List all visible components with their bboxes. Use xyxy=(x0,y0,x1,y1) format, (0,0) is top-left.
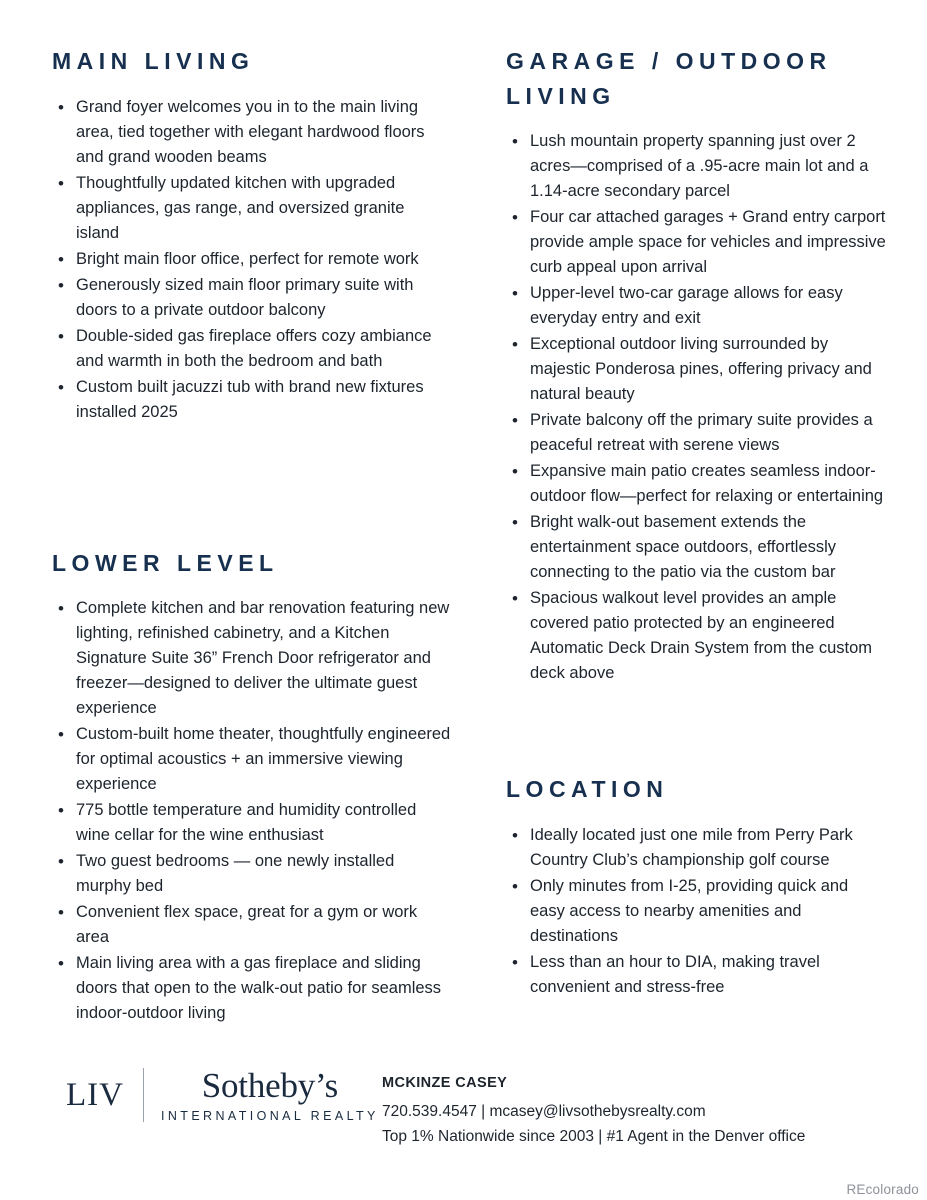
list-item: • Thoughtfully updated kitchen with upgraded appliances, gas range, and oversized granite island xyxy=(52,171,452,246)
footer xyxy=(0,1050,927,1200)
list-item: • Generously sized main floor primary suite with doors to a private outdoor balcony xyxy=(52,273,452,323)
international-realty-text: INTERNATIONAL REALTY xyxy=(160,1108,379,1123)
section-garage-outdoor-living xyxy=(506,44,887,686)
brand-logo xyxy=(66,1068,379,1123)
sothebys-wordmark: Sotheby’s xyxy=(201,1066,339,1105)
bullet-list-garage-outdoor-living xyxy=(506,129,887,686)
agent-name: MCKINZE CASEY xyxy=(382,1075,508,1091)
list-item: • Expansive main patio creates seamless indoor-outdoor flow—perfect for relaxing or entertaining xyxy=(506,459,887,509)
left-column xyxy=(0,44,470,1027)
column-spacer xyxy=(52,426,452,546)
list-item: • Spacious walkout level provides an ample covered patio protected by an engineered Automatic Deck Drain System from the custom deck above xyxy=(506,586,887,686)
list-item: • Upper-level two-car garage allows for easy everyday entry and exit xyxy=(506,281,887,331)
list-item: • 775 bottle temperature and humidity controlled wine cellar for the wine enthusiast xyxy=(52,798,452,848)
list-item: • Custom-built home theater, thoughtfully engineered for optimal acoustics + an immersive viewing experience xyxy=(52,722,452,797)
list-item: • Custom built jacuzzi tub with brand new fixtures installed 2025 xyxy=(52,375,452,425)
list-item: • Four car attached garages + Grand entry carport provide ample space for vehicles and impressive curb appeal upon arrival xyxy=(506,205,887,280)
list-item: • Convenient flex space, great for a gym or work area xyxy=(52,900,452,950)
sothebys-lockup xyxy=(161,1068,379,1123)
logo-divider xyxy=(143,1068,144,1122)
list-item: • Lush mountain property spanning just over 2 acres—comprised of a .95-acre main lot and a 1.14-acre secondary parcel xyxy=(506,129,887,204)
section-title-main-living: MAIN LIVING xyxy=(52,48,255,74)
list-item: • Bright main floor office, perfect for remote work xyxy=(52,247,452,272)
section-location xyxy=(506,772,887,1000)
right-column xyxy=(470,44,927,1001)
section-title-garage-outdoor-living: GARAGE / OUTDOOR LIVING xyxy=(506,48,832,109)
bullet-list-location xyxy=(506,823,887,1000)
list-item: • Less than an hour to DIA, making travel convenient and stress-free xyxy=(506,950,887,1000)
list-item: • Ideally located just one mile from Perry Park Country Club’s championship golf course xyxy=(506,823,887,873)
agent-contact-line: 720.539.4547 | mcasey@livsothebysrealty.com xyxy=(382,1103,706,1120)
recolorado-watermark: REcolorado xyxy=(846,1182,919,1197)
list-item: • Only minutes from I-25, providing quick and easy access to nearby amenities and destinations xyxy=(506,874,887,949)
list-item: • Bright walk-out basement extends the entertainment space outdoors, effortlessly connecting to the patio via the custom bar xyxy=(506,510,887,585)
list-item: • Exceptional outdoor living surrounded by majestic Ponderosa pines, offering privacy and natural beauty xyxy=(506,332,887,407)
liv-wordmark: LIV xyxy=(66,1076,124,1113)
list-item: • Complete kitchen and bar renovation featuring new lighting, refinished cabinetry, and a Kitchen Signature Suite 36” French Door refrigerator and freezer—designed to deliver the ultimate guest experience xyxy=(52,596,452,721)
section-lower-level xyxy=(52,546,452,1027)
section-main-living xyxy=(52,44,452,425)
list-item: • Main living area with a gas fireplace and sliding doors that open to the walk-out patio for seamless indoor-outdoor living xyxy=(52,951,452,1026)
content-columns xyxy=(0,44,927,1027)
agent-credentials-line: Top 1% Nationwide since 2003 | #1 Agent in the Denver office xyxy=(382,1128,806,1145)
list-item: • Private balcony off the primary suite provides a peaceful retreat with serene views xyxy=(506,408,887,458)
list-item: • Grand foyer welcomes you in to the main living area, tied together with elegant hardwood floors and grand wooden beams xyxy=(52,95,452,170)
list-item: • Double-sided gas fireplace offers cozy ambiance and warmth in both the bedroom and bath xyxy=(52,324,452,374)
bullet-list-main-living xyxy=(52,95,452,425)
agent-contact-block xyxy=(382,1075,805,1149)
section-title-location: LOCATION xyxy=(506,776,669,802)
column-spacer xyxy=(506,687,887,772)
section-title-lower-level: LOWER LEVEL xyxy=(52,549,279,576)
list-item: • Two guest bedrooms — one newly installed murphy bed xyxy=(52,849,452,899)
bullet-list-lower-level xyxy=(52,596,452,1026)
